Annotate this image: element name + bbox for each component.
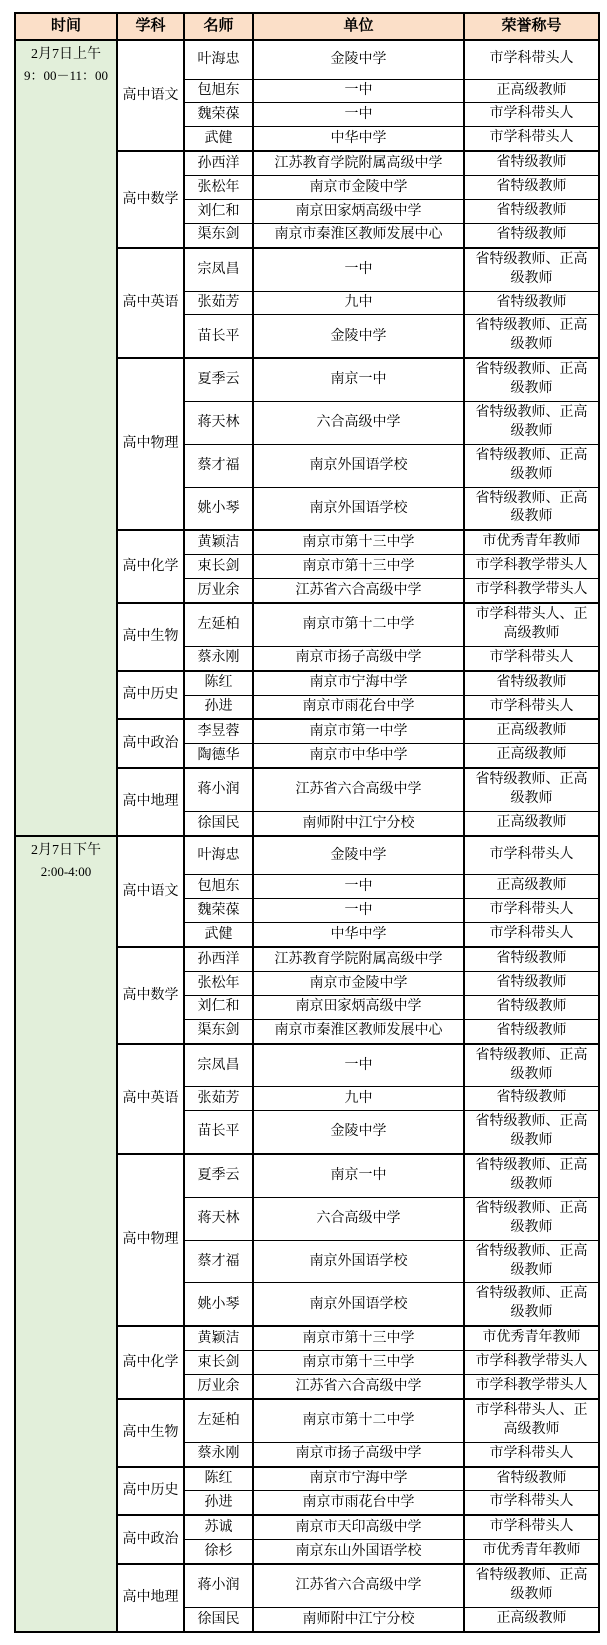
honor-cell: 省特级教师	[464, 995, 599, 1019]
teacher-name-cell: 张茹芳	[184, 1087, 253, 1111]
column-header-honor: 荣誉称号	[464, 13, 599, 40]
teacher-name-cell: 包旭东	[184, 875, 253, 899]
session-hours: 2:00-4:00	[40, 863, 92, 879]
school-cell: 南师附中江宁分校	[253, 1607, 464, 1631]
honor-cell: 市学科带头人	[464, 899, 599, 923]
school-cell: 南京一中	[253, 1154, 464, 1197]
teacher-name-cell: 黄颖洁	[184, 1326, 253, 1350]
school-cell: 南京外国语学校	[253, 1240, 464, 1283]
honor-cell: 正高级教师	[464, 875, 599, 899]
subject-cell: 高中历史	[117, 671, 184, 720]
honor-cell: 市学科带头人	[464, 646, 599, 670]
school-cell: 金陵中学	[253, 1111, 464, 1154]
teacher-name-cell: 左延柏	[184, 1399, 253, 1442]
session-date: 2月7日下午	[31, 842, 101, 858]
school-cell: 南京外国语学校	[253, 1283, 464, 1326]
subject-cell: 高中语文	[117, 40, 184, 151]
honor-cell: 市学科教学带头人	[464, 1351, 599, 1375]
subject-cell: 高中生物	[117, 603, 184, 671]
honor-cell: 省特级教师、正高级教师	[464, 1197, 599, 1240]
honor-cell: 省特级教师、正高级教师	[464, 1044, 599, 1087]
header-row	[15, 13, 599, 40]
honor-cell: 省特级教师	[464, 223, 599, 247]
teacher-name-cell: 夏季云	[184, 358, 253, 401]
honor-cell: 市学科带头人	[464, 695, 599, 719]
school-cell: 江苏教育学院附属高级中学	[253, 947, 464, 971]
subject-cell: 高中地理	[117, 1564, 184, 1632]
honor-cell: 正高级教师	[464, 744, 599, 768]
teacher-name-cell: 宗凤昌	[184, 1044, 253, 1087]
teacher-name-cell: 束长剑	[184, 1351, 253, 1375]
honor-cell: 省特级教师、正高级教师	[464, 1564, 599, 1607]
subject-cell: 高中历史	[117, 1467, 184, 1516]
school-cell: 南京市第十二中学	[253, 1399, 464, 1442]
session-hours: 9：00－11：00	[23, 67, 109, 83]
school-cell: 南京一中	[253, 358, 464, 401]
school-cell: 南京田家炳高级中学	[253, 995, 464, 1019]
session-date: 2月7日上午	[31, 47, 101, 62]
teacher-name-cell: 孙西洋	[184, 151, 253, 175]
honor-cell: 市学科带头人	[464, 40, 599, 79]
column-header-subject: 学科	[117, 13, 184, 40]
honor-cell: 市学科带头人	[464, 1515, 599, 1539]
honor-cell: 市学科教学带头人	[464, 555, 599, 579]
subject-cell: 高中数学	[117, 151, 184, 248]
subject-cell: 高中政治	[117, 1515, 184, 1564]
subject-cell: 高中物理	[117, 358, 184, 530]
honor-cell: 省特级教师、正高级教师	[464, 1154, 599, 1197]
honor-cell: 市优秀青年教师	[464, 1540, 599, 1564]
teacher-name-cell: 蒋天林	[184, 401, 253, 444]
teacher-name-cell: 黄颖洁	[184, 530, 253, 554]
schedule-table	[14, 12, 600, 1633]
subject-cell: 高中化学	[117, 1326, 184, 1399]
school-cell: 金陵中学	[253, 315, 464, 358]
honor-cell: 市学科带头人	[464, 923, 599, 947]
column-header-time: 时间	[15, 13, 117, 40]
teacher-name-cell: 束长剑	[184, 555, 253, 579]
honor-cell: 市学科教学带头人	[464, 1374, 599, 1398]
school-cell: 中华中学	[253, 923, 464, 947]
honor-cell: 省特级教师、正高级教师	[464, 1111, 599, 1154]
honor-cell: 市学科带头人	[464, 127, 599, 151]
honor-cell: 省特级教师	[464, 947, 599, 971]
teacher-name-cell: 魏荣葆	[184, 103, 253, 127]
teacher-name-cell: 苗长平	[184, 1111, 253, 1154]
school-cell: 南京市第十三中学	[253, 555, 464, 579]
subject-cell: 高中数学	[117, 947, 184, 1044]
honor-cell: 省特级教师	[464, 1019, 599, 1043]
school-cell: 南京市扬子高级中学	[253, 646, 464, 670]
subject-cell: 高中语文	[117, 836, 184, 947]
honor-cell: 省特级教师、正高级教师	[464, 1240, 599, 1283]
school-cell: 南京市雨花台中学	[253, 1491, 464, 1515]
school-cell: 南京东山外国语学校	[253, 1540, 464, 1564]
honor-cell: 市学科带头人、正高级教师	[464, 1399, 599, 1442]
time-cell	[15, 836, 117, 1632]
honor-cell: 市学科带头人、正高级教师	[464, 603, 599, 646]
teacher-name-cell: 厉业余	[184, 579, 253, 603]
school-cell: 金陵中学	[253, 40, 464, 79]
teacher-name-cell: 叶海忠	[184, 40, 253, 79]
honor-cell: 省特级教师	[464, 291, 599, 315]
teacher-name-cell: 渠东剑	[184, 223, 253, 247]
subject-cell: 高中生物	[117, 1399, 184, 1467]
teacher-name-cell: 蔡才福	[184, 1240, 253, 1283]
honor-cell: 正高级教师	[464, 1607, 599, 1631]
teacher-name-cell: 徐国民	[184, 1607, 253, 1631]
subject-cell: 高中化学	[117, 530, 184, 603]
honor-cell: 市学科带头人	[464, 103, 599, 127]
teacher-name-cell: 武健	[184, 127, 253, 151]
teacher-name-cell: 刘仁和	[184, 199, 253, 223]
school-cell: 南京市第十二中学	[253, 603, 464, 646]
school-cell: 南京市金陵中学	[253, 971, 464, 995]
honor-cell: 省特级教师、正高级教师	[464, 248, 599, 291]
school-cell: 南京外国语学校	[253, 487, 464, 530]
subject-cell: 高中英语	[117, 248, 184, 358]
school-cell: 南京田家炳高级中学	[253, 199, 464, 223]
teacher-name-cell: 蔡永刚	[184, 1442, 253, 1466]
school-cell: 江苏省六合高级中学	[253, 1374, 464, 1398]
school-cell: 九中	[253, 1087, 464, 1111]
school-cell: 江苏教育学院附属高级中学	[253, 151, 464, 175]
school-cell: 江苏省六合高级中学	[253, 1564, 464, 1607]
column-header-teacher: 名师	[184, 13, 253, 40]
teacher-name-cell: 张松年	[184, 176, 253, 200]
school-cell: 南京市雨花台中学	[253, 695, 464, 719]
honor-cell: 市学科带头人	[464, 1491, 599, 1515]
teacher-name-cell: 徐国民	[184, 812, 253, 836]
honor-cell: 省特级教师、正高级教师	[464, 358, 599, 401]
honor-cell: 省特级教师	[464, 671, 599, 695]
school-cell: 南师附中江宁分校	[253, 812, 464, 836]
honor-cell: 正高级教师	[464, 719, 599, 743]
honor-cell: 正高级教师	[464, 812, 599, 836]
honor-cell: 市优秀青年教师	[464, 530, 599, 554]
school-cell: 江苏省六合高级中学	[253, 768, 464, 811]
honor-cell: 市学科带头人	[464, 836, 599, 875]
school-cell: 江苏省六合高级中学	[253, 579, 464, 603]
teacher-name-cell: 孙进	[184, 695, 253, 719]
school-cell: 南京市第十三中学	[253, 1326, 464, 1350]
teacher-name-cell: 陶德华	[184, 744, 253, 768]
teacher-name-cell: 徐杉	[184, 1540, 253, 1564]
school-cell: 南京市秦淮区教师发展中心	[253, 223, 464, 247]
school-cell: 南京市第十三中学	[253, 1351, 464, 1375]
table-row	[15, 836, 599, 875]
honor-cell: 省特级教师、正高级教师	[464, 401, 599, 444]
teacher-name-cell: 蔡才福	[184, 444, 253, 487]
school-cell: 南京市宁海中学	[253, 671, 464, 695]
subject-cell: 高中物理	[117, 1154, 184, 1326]
school-cell: 六合高级中学	[253, 1197, 464, 1240]
teacher-name-cell: 渠东剑	[184, 1019, 253, 1043]
teacher-name-cell: 张松年	[184, 971, 253, 995]
school-cell: 南京市金陵中学	[253, 176, 464, 200]
school-cell: 一中	[253, 875, 464, 899]
teacher-name-cell: 左延柏	[184, 603, 253, 646]
time-cell	[15, 40, 117, 836]
honor-cell: 市优秀青年教师	[464, 1326, 599, 1350]
teacher-name-cell: 包旭东	[184, 79, 253, 103]
honor-cell: 正高级教师	[464, 79, 599, 103]
teacher-name-cell: 陈红	[184, 671, 253, 695]
school-cell: 南京市第一中学	[253, 719, 464, 743]
subject-cell: 高中政治	[117, 719, 184, 768]
honor-cell: 省特级教师、正高级教师	[464, 444, 599, 487]
column-header-school: 单位	[253, 13, 464, 40]
teacher-name-cell: 蒋小润	[184, 768, 253, 811]
school-cell: 九中	[253, 291, 464, 315]
school-cell: 一中	[253, 103, 464, 127]
honor-cell: 省特级教师	[464, 971, 599, 995]
honor-cell: 省特级教师、正高级教师	[464, 1283, 599, 1326]
teacher-name-cell: 厉业余	[184, 1374, 253, 1398]
school-cell: 南京市宁海中学	[253, 1467, 464, 1491]
teacher-name-cell: 孙西洋	[184, 947, 253, 971]
teacher-name-cell: 夏季云	[184, 1154, 253, 1197]
honor-cell: 省特级教师	[464, 151, 599, 175]
teacher-name-cell: 孙进	[184, 1491, 253, 1515]
honor-cell: 省特级教师、正高级教师	[464, 487, 599, 530]
teacher-name-cell: 叶海忠	[184, 836, 253, 875]
table-header	[15, 13, 599, 40]
honor-cell: 省特级教师	[464, 1087, 599, 1111]
teacher-name-cell: 武健	[184, 923, 253, 947]
school-cell: 金陵中学	[253, 836, 464, 875]
school-cell: 六合高级中学	[253, 401, 464, 444]
teacher-name-cell: 宗凤昌	[184, 248, 253, 291]
teacher-name-cell: 苗长平	[184, 315, 253, 358]
honor-cell: 省特级教师、正高级教师	[464, 768, 599, 811]
honor-cell: 省特级教师	[464, 199, 599, 223]
subject-cell: 高中地理	[117, 768, 184, 836]
teacher-name-cell: 刘仁和	[184, 995, 253, 1019]
school-cell: 一中	[253, 1044, 464, 1087]
teacher-name-cell: 张茹芳	[184, 291, 253, 315]
table-row	[15, 40, 599, 79]
school-cell: 南京市秦淮区教师发展中心	[253, 1019, 464, 1043]
school-cell: 中华中学	[253, 127, 464, 151]
school-cell: 一中	[253, 899, 464, 923]
teacher-name-cell: 蒋小润	[184, 1564, 253, 1607]
teacher-name-cell: 蒋天林	[184, 1197, 253, 1240]
schedule-body	[15, 40, 599, 1632]
teacher-name-cell: 姚小琴	[184, 1283, 253, 1326]
honor-cell: 省特级教师	[464, 1467, 599, 1491]
teacher-name-cell: 苏诚	[184, 1515, 253, 1539]
teacher-name-cell: 魏荣葆	[184, 899, 253, 923]
teacher-name-cell: 陈红	[184, 1467, 253, 1491]
school-cell: 一中	[253, 248, 464, 291]
school-cell: 一中	[253, 79, 464, 103]
school-cell: 南京外国语学校	[253, 444, 464, 487]
honor-cell: 省特级教师	[464, 176, 599, 200]
teacher-name-cell: 姚小琴	[184, 487, 253, 530]
school-cell: 南京市天印高级中学	[253, 1515, 464, 1539]
school-cell: 南京市中华中学	[253, 744, 464, 768]
teacher-name-cell: 李昱蓉	[184, 719, 253, 743]
subject-cell: 高中英语	[117, 1044, 184, 1154]
honor-cell: 市学科教学带头人	[464, 579, 599, 603]
honor-cell: 市学科带头人	[464, 1442, 599, 1466]
school-cell: 南京市第十三中学	[253, 530, 464, 554]
honor-cell: 省特级教师、正高级教师	[464, 315, 599, 358]
school-cell: 南京市扬子高级中学	[253, 1442, 464, 1466]
teacher-name-cell: 蔡永刚	[184, 646, 253, 670]
